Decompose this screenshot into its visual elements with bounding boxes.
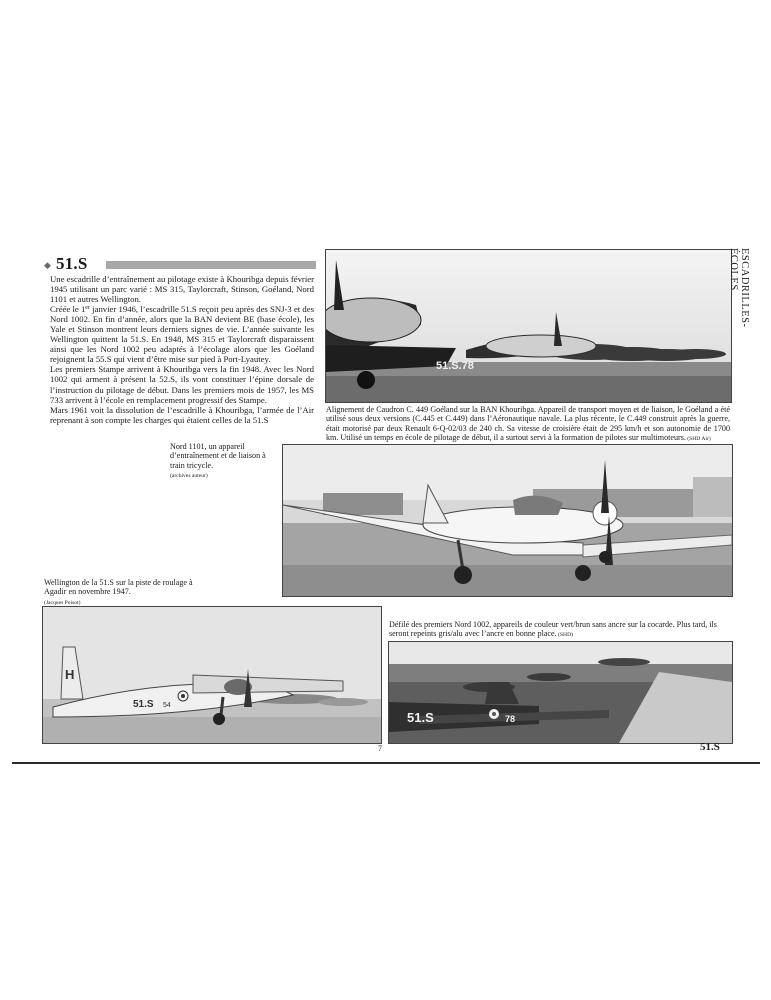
diamond-bullet-icon: ◆ <box>44 260 51 270</box>
aircraft-code-nord1002: 51.S <box>407 710 434 725</box>
paragraph-3: Les premiers Stampe arrivent à Khouribga vers la fin 1948. Avec les Nord 1002 qui arment à présent la 52.S, ils vont constituer l’épine dorsale de l’instruction du pilotage de début. Dans les premiers mois de 1957, les MS 733 arrivent à l’école en remplacement progressif des Stampe. <box>50 364 314 405</box>
header-bar <box>106 261 316 269</box>
photo-caudron-goeland <box>325 249 732 403</box>
aircraft-code-wellington: 51.S <box>133 699 154 710</box>
photo-nord-1002 <box>388 641 733 744</box>
credit-wellington: (Jacques Poisot) <box>44 599 81 606</box>
section-header <box>44 256 314 274</box>
credit-caudron: (SHD Air) <box>685 436 711 443</box>
section-title: 51.S <box>56 254 88 273</box>
page-number: 7 <box>378 744 382 753</box>
article-body <box>50 274 314 425</box>
caption-nord1002: Défilé des premiers Nord 1002, appareils de couleur vert/brun sans ancre sur la cocarde. Plus tard, ils seront repeints gris/alu avec l’ancre en bonne place. (SHD) <box>389 620 717 639</box>
photo-nord-1101 <box>282 444 733 597</box>
footer-section-title: 51.S <box>700 741 720 753</box>
photo-wellington <box>42 606 382 744</box>
credit-nord1101: (archives auteur) <box>170 473 208 480</box>
tail-letter: H <box>65 667 75 682</box>
paragraph-2: Créée le 1er janvier 1946, l’escadrille 51.S reçoit peu après des SNJ-3 et des Nord 1002. En fin d’année, alors que la BAN devient BE (base école), les Yale et Stinson montrent leurs derniers signes de vie. L’année suivante les Wellington quittent la 51.S. En 1948, MS 315 et Taylorcraft disparaissent ainsi que les Nord 1002 peu adaptés à l’écolage alors que les Goéland rejoignent la 55.S qui vient d’être mise sur pied à Port-Lyautey. <box>50 304 315 365</box>
footer-rule <box>12 762 760 764</box>
aircraft-code-caudron: 51.S.78 <box>436 360 474 372</box>
caption-nord1101: Nord 1101, un appareil d’entraînement et de liaison à train tricycle. (archives auteur) <box>170 442 266 480</box>
aircraft-number-nord1002: 78 <box>505 714 516 724</box>
paragraph-1: Une escadrille d’entraînement au pilotage existe à Khouribga depuis février 1945 utilisant un parc varié : MS 315, Taylorcraft, Stinson, Goéland, Nord 1101 et autres Wellington. <box>50 274 314 305</box>
caption-wellington: Wellington de la 51.S sur la piste de roulage à Agadir en novembre 1947. (Jacques Poisot) <box>44 578 193 606</box>
credit-nord1002: (SHD) <box>556 632 573 639</box>
caption-caudron: Alignement de Caudron C. 449 Goéland sur la BAN Khouribga. Appareil de transport moyen et de liaison, le Goéland a été utilisé sous deux versions (C.445 et C.449) dans l’Aéronautique navale. La plus récente, le C.449 construit après la guerre, était motorisé par deux Renault 6-Q-02/03 de 240 ch. Sa vitesse de croisière était de 295 km/h et son autonomie de 1700 km. Utilisé un temps en école de pilotage de début, il a surtout servi à la formation de pilotes sur multimoteurs. (SHD Air) <box>326 405 730 443</box>
side-chapter-label: ESCADRILLES-ÉCOLES <box>728 248 750 328</box>
paragraph-4: Mars 1961 voit la dissolution de l’escadrille à Khouribga, l’armée de l’Air reprenant à son compte les charges qui étaient celles de la 51.S <box>50 404 314 425</box>
aircraft-number-wellington: 54 <box>163 702 171 709</box>
